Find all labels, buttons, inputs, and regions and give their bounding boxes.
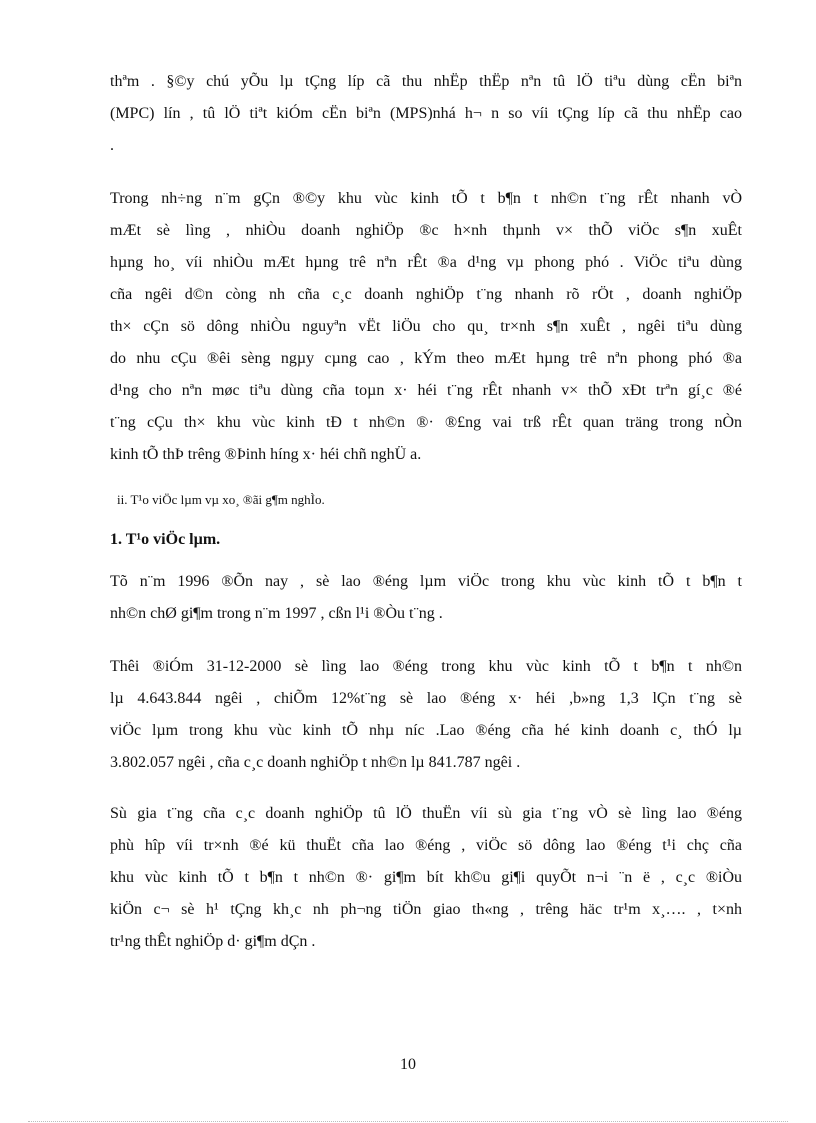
text-line: do nhu cÇu ®êi sèng ngµy cµng cao , kÝm theo mÆt hµng trê nªn phong phó ®a	[110, 350, 742, 367]
text-line: tr¹ng thÊt nghiÖp d· gi¶m dÇn .	[110, 933, 316, 950]
page-content	[110, 66, 742, 958]
text-line: Thêi ®iÓm 31-12-2000 sè lìng lao ®éng trong khu vùc kinh tÕ t b¶n t nh©n	[110, 658, 742, 675]
text-line: d¹ng cho nªn møc tiªu dùng cña toµn x· héi t¨ng rÊt nhanh v× thÕ xÐt trªn gí¸c ®é	[110, 382, 742, 399]
text-line: nh©n chØ gi¶m trong n¨m 1997 , cßn l¹i ®Òu t¨ng .	[110, 605, 443, 622]
text-line: Trong nh÷ng n¨m gÇn ®©y khu vùc kinh tÕ t b¶n t nh©n t¨ng rÊt nhanh vÒ	[110, 190, 742, 207]
page-bottom-divider	[28, 1121, 788, 1122]
text-line: kiÖn c¬ sè h¹ tÇng kh¸c nh ph¬ng tiÖn giao th«ng , trêng häc tr¹m x¸…. , t×nh	[110, 901, 742, 918]
text-line: t¨ng cÇu th× khu vùc kinh tÐ t nh©n ®· ®£ng vai trß rÊt quan träng trong nÒn	[110, 414, 742, 431]
text-line: hµng ho¸ víi nhiÒu mÆt hµng trê nªn rÊt ®a d¹ng vµ phong phó . ViÖc tiªu dùng	[110, 254, 742, 271]
paragraph-3	[110, 566, 742, 630]
text-line: Tõ n¨m 1996 ®Õn nay , sè lao ®éng lµm viÖc trong khu vùc kinh tÕ t b¶n t	[110, 573, 742, 590]
text-line: thªm . §©y chú yÕu lµ tÇng líp cã thu nhËp thËp nªn tû lÖ tiªu dùng cËn biªn	[110, 73, 742, 90]
text-line: cña ngêi d©n còng nh cña c¸c doanh nghiÖp t¨ng nhanh rõ rÖt , doanh nghiÖp	[110, 286, 742, 303]
text-line: kinh tÕ thÞ trêng ®Þinh híng x· héi chñ nghÜ a.	[110, 446, 422, 463]
text-line: viÖc lµm trong khu vùc kinh tÕ nhµ níc .Lao ®éng cña hé kinh doanh c¸ thÓ lµ	[110, 722, 742, 739]
section-subheading: ii. T¹o viÖc lµm vµ xo¸ ®ãi g¶m nghÌo.	[117, 492, 325, 507]
text-line: mÆt sè lìng , nhiÒu doanh nghiÖp ®c h×nh thµnh v× thÕ viÖc s¶n xuÊt	[110, 222, 742, 239]
section-heading: 1. T¹o viÖc lµm.	[110, 531, 221, 548]
text-line: (MPC) lín , tû lÖ tiªt kiÓm cËn biªn (MPS)nhá h¬ n so víi tÇng líp cã thu nhËp cao	[110, 105, 742, 122]
text-line: khu vùc kinh tÕ t b¶n t nh©n ®· gi¶m bít kh©u gi¶i quyÕt n¬i ¨n ë , c¸c ®iÒu	[110, 869, 742, 886]
paragraph-5	[110, 798, 742, 958]
page-number: 10	[400, 1056, 416, 1073]
text-line: phù hîp víi tr×nh ®é kü thuËt cña lao ®éng , viÖc sö dông lao ®éng t¹i chç cña	[110, 837, 742, 854]
paragraph-2	[110, 183, 742, 471]
paragraph-4	[110, 651, 742, 779]
text-line: lµ 4.643.844 ngêi , chiÕm 12%t¨ng sè lao ®éng x· héi ,b»ng 1,3 lÇn t¨ng sè	[110, 690, 742, 707]
text-line: th× cÇn sö dông nhiÒu nguyªn vËt liÖu cho qu¸ tr×nh s¶n xuÊt , ngêi tiªu dùng	[110, 318, 742, 335]
text-line: .	[110, 137, 114, 154]
paragraph-1	[110, 66, 742, 162]
text-line: 3.802.057 ngêi , cña c¸c doanh nghiÖp t nh©n lµ 841.787 ngêi .	[110, 754, 521, 771]
text-line: Sù gia t¨ng cña c¸c doanh nghiÖp tû lÖ thuËn víi sù gia t¨ng vÒ sè lìng lao ®éng	[110, 805, 742, 822]
